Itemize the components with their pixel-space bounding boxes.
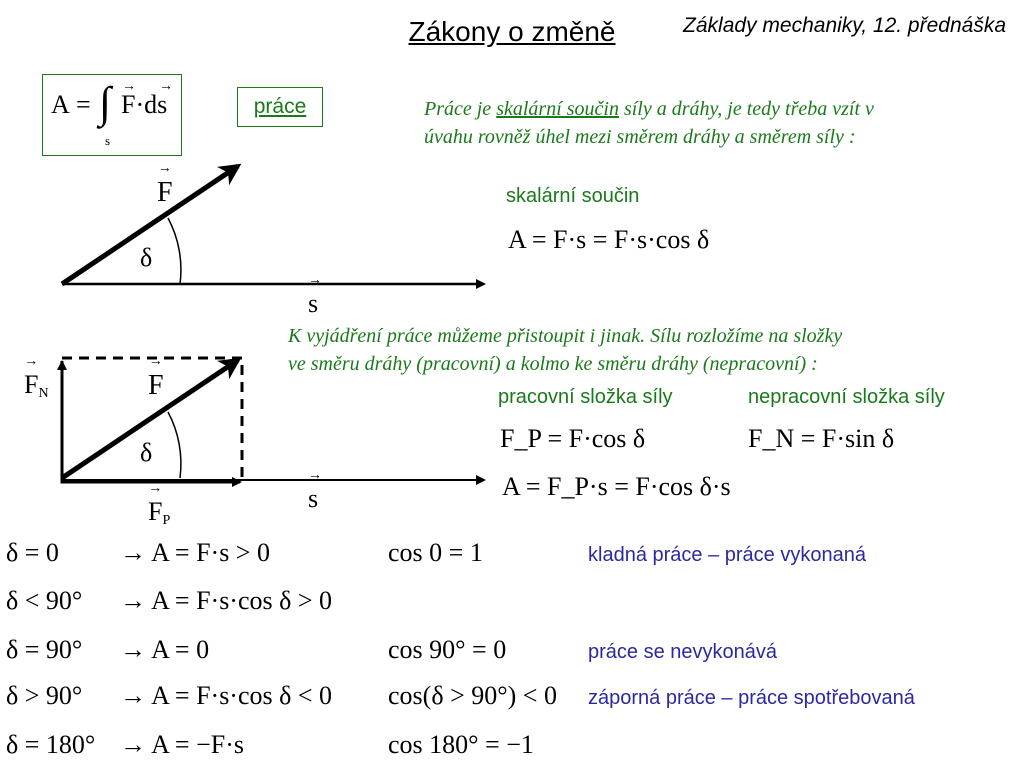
case-row	[0, 538, 1024, 580]
case-cos: cos 180° = −1	[388, 730, 534, 759]
angle-arc-1	[168, 218, 181, 284]
integral-subscript: s	[105, 133, 111, 148]
parallel-force-label: → $F_P$	[148, 497, 170, 529]
integral-lhs: A	[51, 90, 70, 119]
angle-label-2: δ	[140, 438, 153, 467]
vector-arrow-icon: →	[122, 79, 136, 94]
case-cos: cos(δ > 90°) < 0	[388, 681, 557, 710]
force-label-2: → F	[148, 370, 164, 402]
decomposition-line1: K vyjádření práce můžeme přistoupit i jinak. Sílu rozložíme na složky	[288, 325, 843, 347]
path-label-1: → s	[308, 289, 318, 319]
case-comment: záporná práce – práce spotřebovaná	[588, 687, 915, 709]
nonworking-component-label: nepracovní složka síly	[748, 386, 945, 408]
case-condition: δ = 90°	[6, 635, 83, 664]
case-result: → A = −F·s	[120, 730, 244, 759]
case-condition: δ > 90°	[6, 681, 83, 710]
angle-arc-2	[168, 412, 181, 478]
vector-arrow-icon: →	[159, 79, 173, 94]
case-result: → A = F·s·cos δ > 0	[120, 586, 333, 615]
case-condition: δ < 90°	[6, 586, 83, 615]
angle-label-1: δ	[140, 243, 153, 272]
prace-label-box: práce	[237, 87, 323, 127]
scalar-product-label: skalární součin	[506, 185, 640, 207]
case-cos: cos 90° = 0	[388, 635, 507, 664]
integral-sign: ∫	[99, 78, 112, 127]
case-comment: práce se nevykonává	[588, 641, 778, 663]
intro-line1-underlined: skalární součin	[496, 98, 619, 120]
path-label-2: → s	[308, 484, 318, 514]
work-fp-equation: A = F_P·s = F·cos δ·s	[502, 472, 731, 501]
force-label-1: → F	[157, 177, 173, 209]
equals-sign: =	[76, 90, 91, 119]
page-title: Zákony o změně	[408, 16, 616, 47]
case-row	[0, 635, 1024, 677]
case-row	[0, 681, 1024, 723]
decomposition-line2: ve směru dráhy (pracovní) a kolmo ke směru dráhy (nepracovní) :	[288, 353, 818, 375]
case-condition: δ = 0	[6, 538, 59, 567]
case-comment: kladná práce – práce vykonaná	[588, 544, 866, 566]
working-component-label: pracovní složka síly	[498, 386, 673, 408]
lecture-subtitle: Základy mechaniky, 12. přednáška	[683, 14, 1006, 37]
integral-rhs: F·ds	[121, 90, 168, 119]
fn-equation: F_N = F·sin δ	[748, 424, 895, 453]
normal-force-label: → $F_N$	[24, 370, 49, 402]
case-row	[0, 730, 1024, 768]
case-row	[0, 586, 1024, 628]
scalar-product-equation: A = F·s = F·s·cos δ	[508, 225, 710, 254]
case-cos: cos 0 = 1	[388, 538, 483, 567]
case-result: → A = F·s > 0	[120, 538, 270, 567]
case-condition: δ = 180°	[6, 730, 96, 759]
cases-table	[0, 538, 1024, 768]
fp-equation: F_P = F·cos δ	[500, 424, 646, 453]
decomposition-text	[288, 322, 1018, 378]
case-result: → A = F·s·cos δ < 0	[120, 681, 333, 710]
intro-line1-post: síly a dráhy, je tedy třeba vzít v	[618, 98, 874, 120]
case-result: → A = 0	[120, 635, 210, 664]
intro-line2: úvahu rovněž úhel mezi směrem dráhy a směrem síly :	[424, 126, 856, 148]
intro-line1-pre: Práce je	[424, 98, 497, 120]
